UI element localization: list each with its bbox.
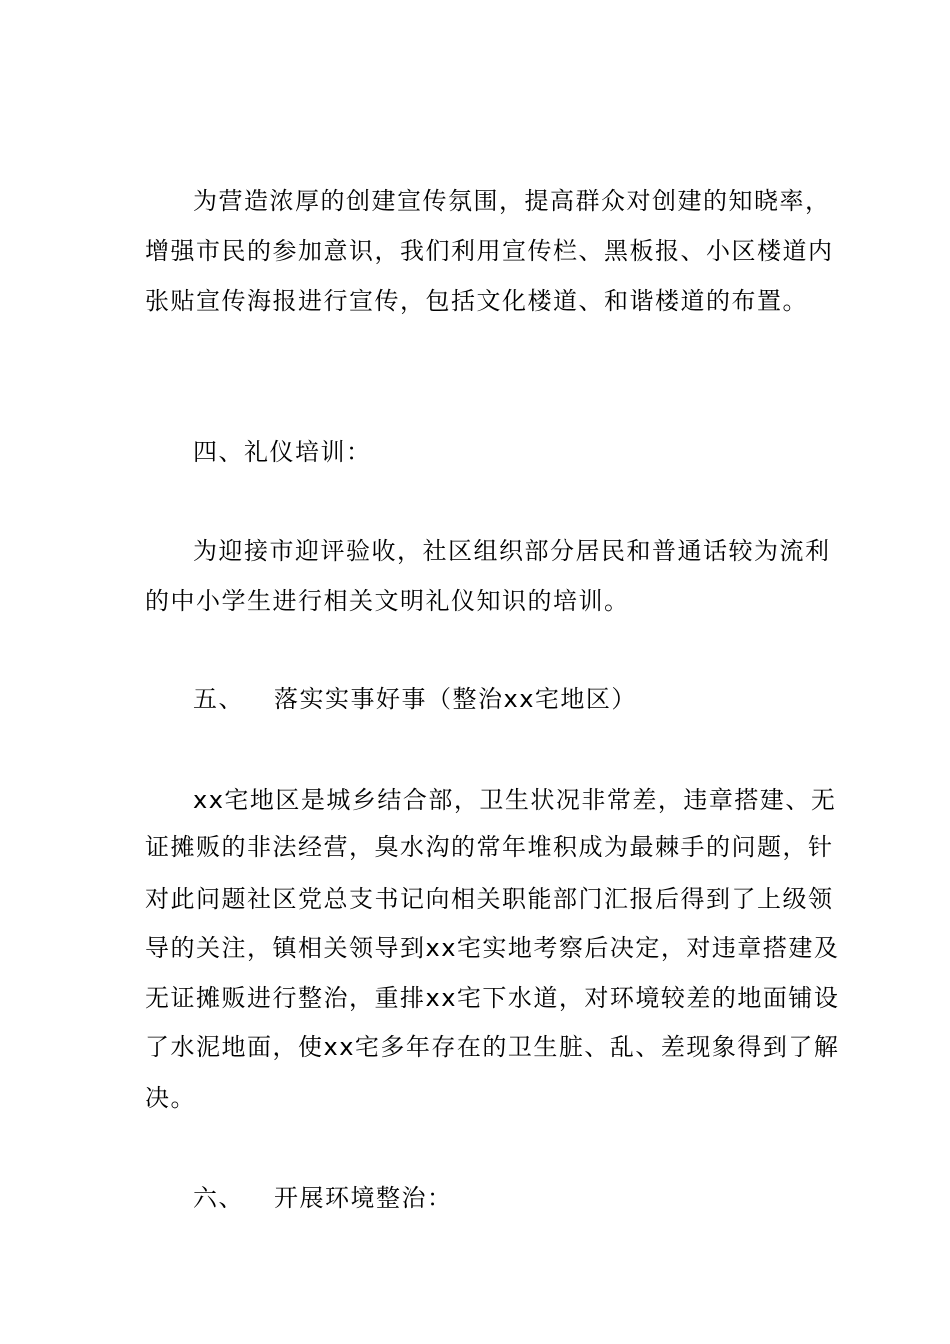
- section-heading-6: [193, 1183, 453, 1213]
- section-heading-4: 四、礼仪培训：: [193, 438, 372, 466]
- paragraph-line: 证摊贩的非法经营，臭水沟的常年堆积成为最棘手的问题，针: [145, 833, 834, 861]
- paragraph-line: 对此问题社区党总支书记向相关职能部门汇报后得到了上级领: [145, 885, 834, 913]
- paragraph-line: 张贴宣传海报进行宣传，包括文化楼道、和谐楼道的布置。: [145, 287, 808, 315]
- paragraph-line: 为营造浓厚的创建宣传氛围，提高群众对创建的知晓率，: [193, 187, 831, 215]
- paragraph-line: 无证摊贩进行整治，重排xx宅下水道，对环境较差的地面铺设: [145, 984, 840, 1012]
- paragraph-line: 决。: [145, 1084, 196, 1112]
- paragraph-line: 为迎接市迎评验收，社区组织部分居民和普通话较为流利: [193, 537, 831, 565]
- paragraph-line: 了水泥地面，使xx宅多年存在的卫生脏、乱、差现象得到了解: [145, 1033, 840, 1061]
- paragraph-line: xx宅地区是城乡结合部，卫生状况非常差，违章搭建、无: [193, 786, 837, 814]
- paragraph-line: 导的关注，镇相关领导到xx宅实地考察后决定，对违章搭建及: [145, 934, 840, 962]
- section-heading-5: [193, 684, 637, 714]
- section-number: 五、: [193, 685, 244, 713]
- section-title: 落实实事好事（整治xx宅地区）: [274, 685, 637, 713]
- section-number: 六、: [193, 1184, 244, 1212]
- paragraph-line: 增强市民的参加意识，我们利用宣传栏、黑板报、小区楼道内: [145, 237, 834, 265]
- paragraph-line: 的中小学生进行相关文明礼仪知识的培训。: [145, 587, 630, 615]
- section-title: 开展环境整治：: [274, 1184, 453, 1212]
